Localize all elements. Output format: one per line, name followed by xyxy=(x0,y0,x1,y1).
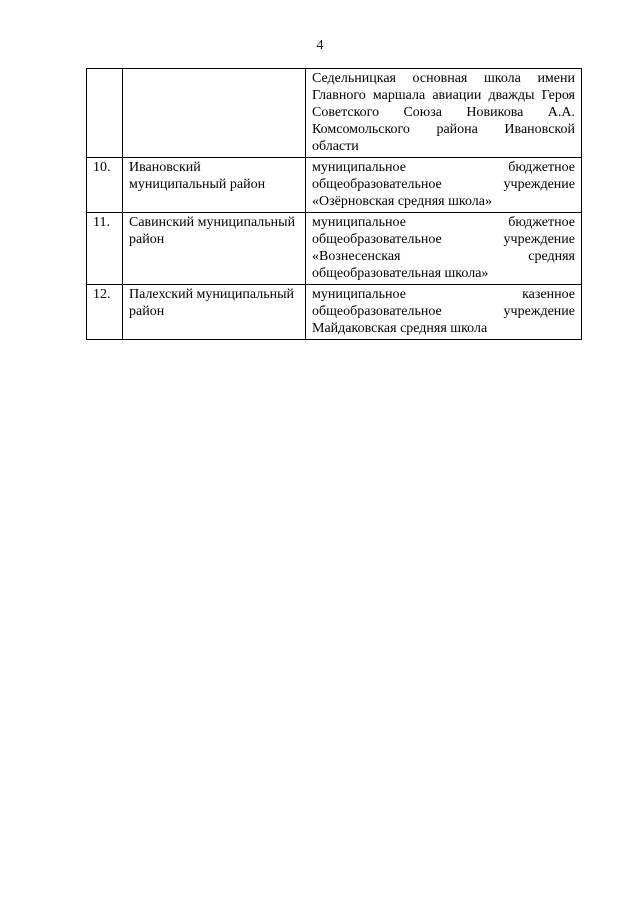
page-number: 4 xyxy=(316,38,324,53)
row-number-cell: 11. xyxy=(87,213,123,285)
table-row xyxy=(87,69,582,158)
district-cell: Ивановский муниципальный район xyxy=(123,158,306,213)
table-row xyxy=(87,158,582,213)
district-cell: Палехский муниципальный район xyxy=(123,285,306,340)
row-number-cell: 12. xyxy=(87,285,123,340)
school-cell: Седельницкая основная школа имени Главного маршала авиации дважды Героя Советского Союза Новикова А.А. Комсомольского района Ивановской области xyxy=(306,69,582,158)
row-number-cell xyxy=(87,69,123,158)
school-cell: муниципальное бюджетное общеобразовательное учреждение «Вознесенская средняя общеобразовательная школа» xyxy=(306,213,582,285)
school-cell: муниципальное казенное общеобразовательное учреждение Майдаковская средняя школа xyxy=(306,285,582,340)
row-number-cell: 10. xyxy=(87,158,123,213)
district-cell: Савинский муниципальный район xyxy=(123,213,306,285)
school-cell: муниципальное бюджетное общеобразовательное учреждение «Озёрновская средняя школа» xyxy=(306,158,582,213)
table-row xyxy=(87,213,582,285)
district-cell xyxy=(123,69,306,158)
table-row xyxy=(87,285,582,340)
schools-table xyxy=(86,68,582,340)
